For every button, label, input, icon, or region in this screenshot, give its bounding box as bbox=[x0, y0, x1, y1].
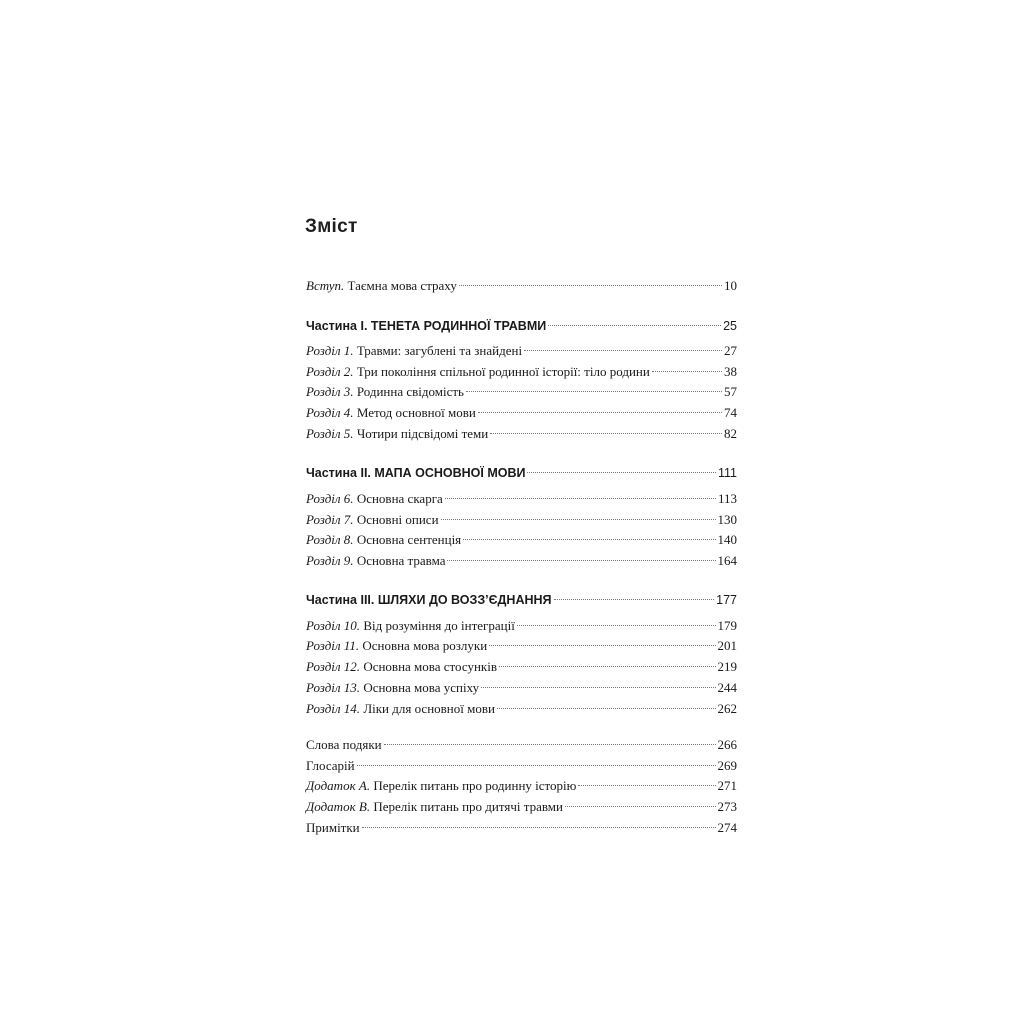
toc-entry-label bbox=[306, 551, 445, 571]
dot-leader bbox=[459, 285, 722, 286]
toc-entry-label bbox=[306, 678, 479, 698]
toc-page-number: 38 bbox=[724, 364, 737, 379]
toc-entry-text: Основна скарга bbox=[353, 491, 443, 506]
toc-entry-text: Перелік питань про дитячі травми bbox=[370, 799, 563, 814]
dot-leader bbox=[478, 412, 722, 413]
toc-entry-lead: Розділ 4. bbox=[306, 405, 354, 420]
toc-entry bbox=[306, 756, 737, 776]
toc-entry bbox=[306, 489, 737, 509]
toc-entry-lead: Розділ 6. bbox=[306, 491, 354, 506]
toc-entry-label bbox=[306, 403, 476, 423]
toc-entry-text: Частина І. ТЕНЕТА РОДИННОЇ ТРАВМИ bbox=[306, 319, 547, 333]
toc-page-number: 219 bbox=[717, 659, 737, 674]
dot-leader bbox=[463, 539, 715, 540]
page-title: Зміст bbox=[305, 216, 358, 237]
dot-leader bbox=[441, 519, 716, 520]
toc-entry-lead: Розділ 5. bbox=[306, 426, 354, 441]
toc-entry-label bbox=[306, 756, 355, 776]
dot-leader bbox=[489, 645, 715, 646]
toc-page-number: 269 bbox=[717, 758, 737, 773]
toc-page-number: 179 bbox=[717, 618, 737, 633]
dot-leader bbox=[466, 391, 722, 392]
toc-entry-label bbox=[306, 818, 360, 838]
toc-page-number: 266 bbox=[717, 737, 737, 752]
dot-leader bbox=[497, 708, 716, 709]
toc-entry-label bbox=[306, 382, 464, 402]
dot-leader bbox=[517, 625, 716, 626]
toc-entry-lead: Вступ. bbox=[306, 278, 345, 293]
toc-entry-label bbox=[306, 797, 563, 817]
toc-entry-text: Перелік питань про родинну історію bbox=[370, 778, 577, 793]
toc-part-entry bbox=[306, 463, 737, 483]
toc-page-number: 111 bbox=[717, 466, 737, 480]
toc-entry bbox=[306, 776, 737, 796]
toc-entry-label bbox=[306, 699, 495, 719]
toc-page-number: 113 bbox=[717, 491, 737, 506]
toc-page-number: 74 bbox=[724, 405, 737, 420]
toc-entry-text: Метод основної мови bbox=[353, 405, 476, 420]
toc-entry bbox=[306, 403, 737, 423]
toc-entry bbox=[306, 341, 737, 361]
toc-entry bbox=[306, 510, 737, 530]
toc-entry-lead: Розділ 11. bbox=[306, 638, 360, 653]
toc-entry bbox=[306, 818, 737, 838]
dot-leader bbox=[357, 765, 716, 766]
toc-page-number: 273 bbox=[717, 799, 737, 814]
toc-entry-text: Родинна свідомість bbox=[353, 384, 464, 399]
toc-entry-label bbox=[306, 276, 457, 296]
toc-entry-label bbox=[306, 530, 461, 550]
dot-leader bbox=[548, 325, 721, 326]
toc-entry bbox=[306, 657, 737, 677]
toc-entry bbox=[306, 616, 737, 636]
toc-page-number: 130 bbox=[717, 512, 737, 527]
toc-entry bbox=[306, 699, 737, 719]
toc-entry-text: Частина ІІІ. ШЛЯХИ ДО ВОЗЗ’ЄДНАННЯ bbox=[306, 593, 552, 607]
toc-entry-label bbox=[306, 510, 439, 530]
toc-entry-label bbox=[306, 735, 382, 755]
toc-entry-lead: Розділ 1. bbox=[306, 343, 354, 358]
dot-leader bbox=[362, 827, 716, 828]
toc-page-number: 271 bbox=[717, 778, 737, 793]
toc-entry-text: Основна сентенція bbox=[353, 532, 462, 547]
toc-page-number: 140 bbox=[717, 532, 737, 547]
toc-entry-text: Частина ІІ. МАПА ОСНОВНОЇ МОВИ bbox=[306, 466, 526, 480]
toc-part-entry bbox=[306, 316, 737, 336]
toc-entry-label bbox=[306, 489, 443, 509]
toc-entry-label bbox=[306, 362, 650, 382]
toc-entry-lead: Розділ 9. bbox=[306, 553, 354, 568]
toc-page-number: 274 bbox=[717, 820, 737, 835]
toc-entry bbox=[306, 636, 737, 656]
toc-entry-text: Таємна мова страху bbox=[344, 278, 457, 293]
toc-entry-text: Від розуміння до інтеграції bbox=[360, 618, 515, 633]
toc-page-number: 244 bbox=[717, 680, 737, 695]
toc-page-number: 177 bbox=[716, 593, 737, 607]
toc-entry-text: Основна мова успіху bbox=[360, 680, 480, 695]
toc-entry-label bbox=[306, 657, 497, 677]
toc-entry-lead: Розділ 13. bbox=[306, 680, 361, 695]
toc-page-number: 27 bbox=[724, 343, 737, 358]
dot-leader bbox=[578, 785, 715, 786]
toc-page-number: 57 bbox=[724, 384, 737, 399]
toc-entry-text: Основна травма bbox=[353, 553, 446, 568]
toc-entry-text: Примітки bbox=[306, 820, 360, 835]
toc-page-number: 25 bbox=[723, 319, 737, 333]
toc-entry-lead: Розділ 3. bbox=[306, 384, 354, 399]
dot-leader bbox=[481, 687, 715, 688]
toc-entry-label bbox=[306, 590, 552, 610]
dot-leader bbox=[445, 498, 716, 499]
toc-part-entry bbox=[306, 590, 737, 610]
toc-entry bbox=[306, 551, 737, 571]
dot-leader bbox=[499, 666, 716, 667]
dot-leader bbox=[490, 433, 722, 434]
toc-entry-lead: Розділ 8. bbox=[306, 532, 354, 547]
toc-entry-text: Три покоління спільної родинної історії: тіло родини bbox=[353, 364, 650, 379]
toc-entry-text: Основна мова стосунків bbox=[360, 659, 497, 674]
toc-entry-text: Основна мова розлуки bbox=[359, 638, 488, 653]
toc-entry-lead: Додаток В. bbox=[306, 799, 371, 814]
toc-entry bbox=[306, 735, 737, 755]
toc-entry-label bbox=[306, 316, 546, 336]
dot-leader bbox=[384, 744, 716, 745]
toc-entry-text: Чотири підсвідомі теми bbox=[353, 426, 489, 441]
dot-leader bbox=[652, 371, 722, 372]
toc-entry-lead: Розділ 12. bbox=[306, 659, 361, 674]
dot-leader bbox=[554, 599, 715, 600]
toc-page-number: 164 bbox=[717, 553, 737, 568]
toc-entry-label bbox=[306, 463, 525, 483]
toc-entry-text: Ліки для основної мови bbox=[360, 701, 495, 716]
toc-entry-text: Травми: загублені та знайдені bbox=[353, 343, 523, 358]
toc-entry-lead: Розділ 2. bbox=[306, 364, 354, 379]
toc-entry-lead: Додаток А. bbox=[306, 778, 371, 793]
toc-entry-lead: Розділ 7. bbox=[306, 512, 354, 527]
toc-entry-label bbox=[306, 616, 515, 636]
toc-entry-lead: Розділ 14. bbox=[306, 701, 361, 716]
dot-leader bbox=[565, 806, 716, 807]
toc-page-number: 262 bbox=[717, 701, 737, 716]
toc-entry bbox=[306, 424, 737, 444]
toc-page-number: 201 bbox=[717, 638, 737, 653]
dot-leader bbox=[524, 350, 722, 351]
toc-entry-label bbox=[306, 776, 576, 796]
dot-leader bbox=[527, 472, 716, 473]
toc-entry-label bbox=[306, 341, 522, 361]
toc-entry-text: Основні описи bbox=[353, 512, 439, 527]
toc-entry-text: Слова подяки bbox=[306, 737, 382, 752]
toc-entry-label bbox=[306, 636, 487, 656]
toc-entry bbox=[306, 797, 737, 817]
toc-entry-label bbox=[306, 424, 488, 444]
toc-entry-text: Глосарій bbox=[306, 758, 355, 773]
toc-entry bbox=[306, 276, 737, 296]
toc-entry bbox=[306, 382, 737, 402]
toc-entry bbox=[306, 678, 737, 698]
dot-leader bbox=[447, 560, 715, 561]
toc-entry-lead: Розділ 10. bbox=[306, 618, 361, 633]
toc-page-number: 10 bbox=[724, 278, 737, 293]
toc-page-number: 82 bbox=[724, 426, 737, 441]
toc-entry bbox=[306, 530, 737, 550]
toc-entry bbox=[306, 362, 737, 382]
